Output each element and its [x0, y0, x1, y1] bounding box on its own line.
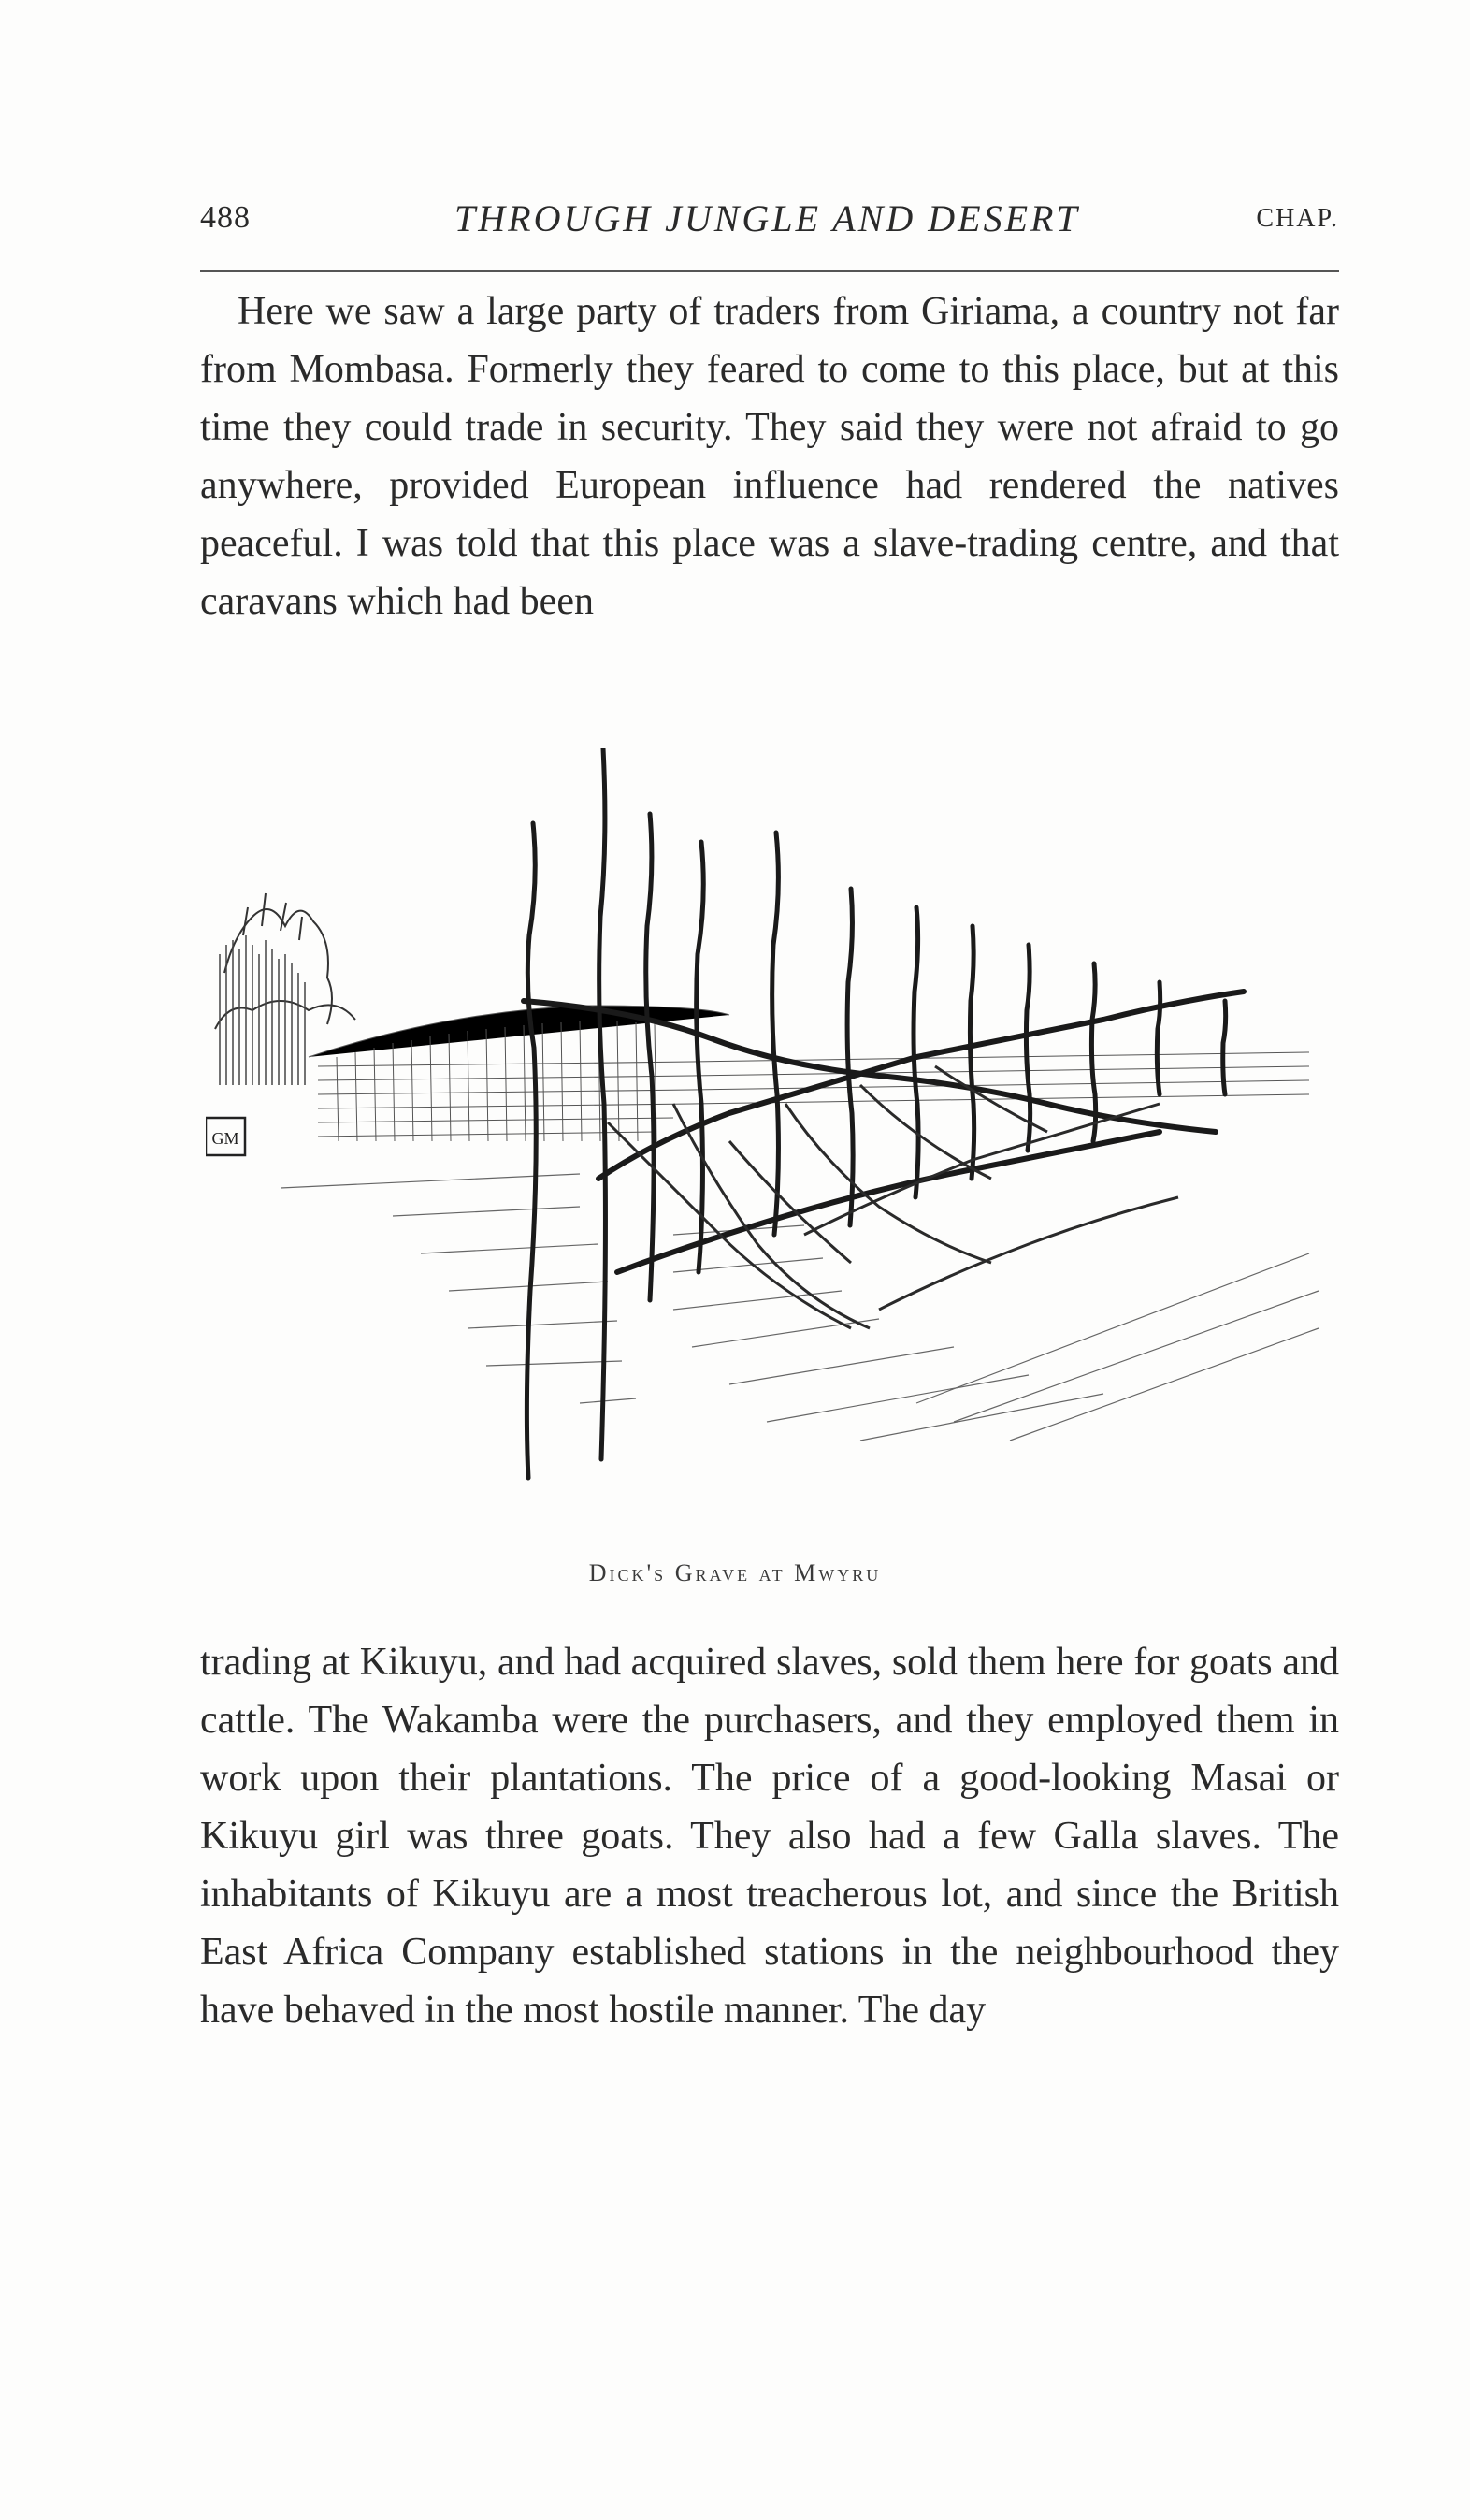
- running-title: THROUGH JUNGLE AND DESERT: [454, 197, 1080, 239]
- grave-fence-engraving: [206, 748, 1337, 1525]
- trees-texture: [220, 935, 305, 1085]
- header-rule: [200, 270, 1339, 272]
- chapter-label: CHAP.: [1256, 204, 1339, 233]
- svg-text:GM: GM: [211, 1129, 239, 1148]
- monogram: [206, 1118, 245, 1155]
- running-head: [200, 195, 1339, 251]
- page-number: 488: [200, 200, 251, 235]
- fence-posts: [526, 748, 1225, 1478]
- paragraph-before-figure: Here we saw a large party of traders from Giriama, a country not far from Mombasa. Formerly they feared to come to this place, but at this time they could trade in security. They said they were not afraid to go anywhere, provided European influence had rendered the natives peaceful. I was told that this place was a slave-trading centre, and that caravans which had been: [200, 290, 1339, 623]
- fence-branches: [608, 1066, 1178, 1328]
- figure-caption: Dick's Grave at Mwyru: [588, 1559, 882, 1586]
- figure-illustration: [206, 748, 1337, 1525]
- paragraph-after-figure: trading at Kikuyu, and had acquired slaves, sold them here for goats and cattle. The Wakamba were the purchasers, and they employed them in work upon their plantations. The price of a good-looking Masai or Kikuyu girl was three goats. They also had a few Galla slaves. The inhabitants of Kikuyu are a most treacherous lot, and since the British East Africa Company established stations in the neighbourhood they have behaved in the most hostile manner. The day: [200, 1641, 1339, 2032]
